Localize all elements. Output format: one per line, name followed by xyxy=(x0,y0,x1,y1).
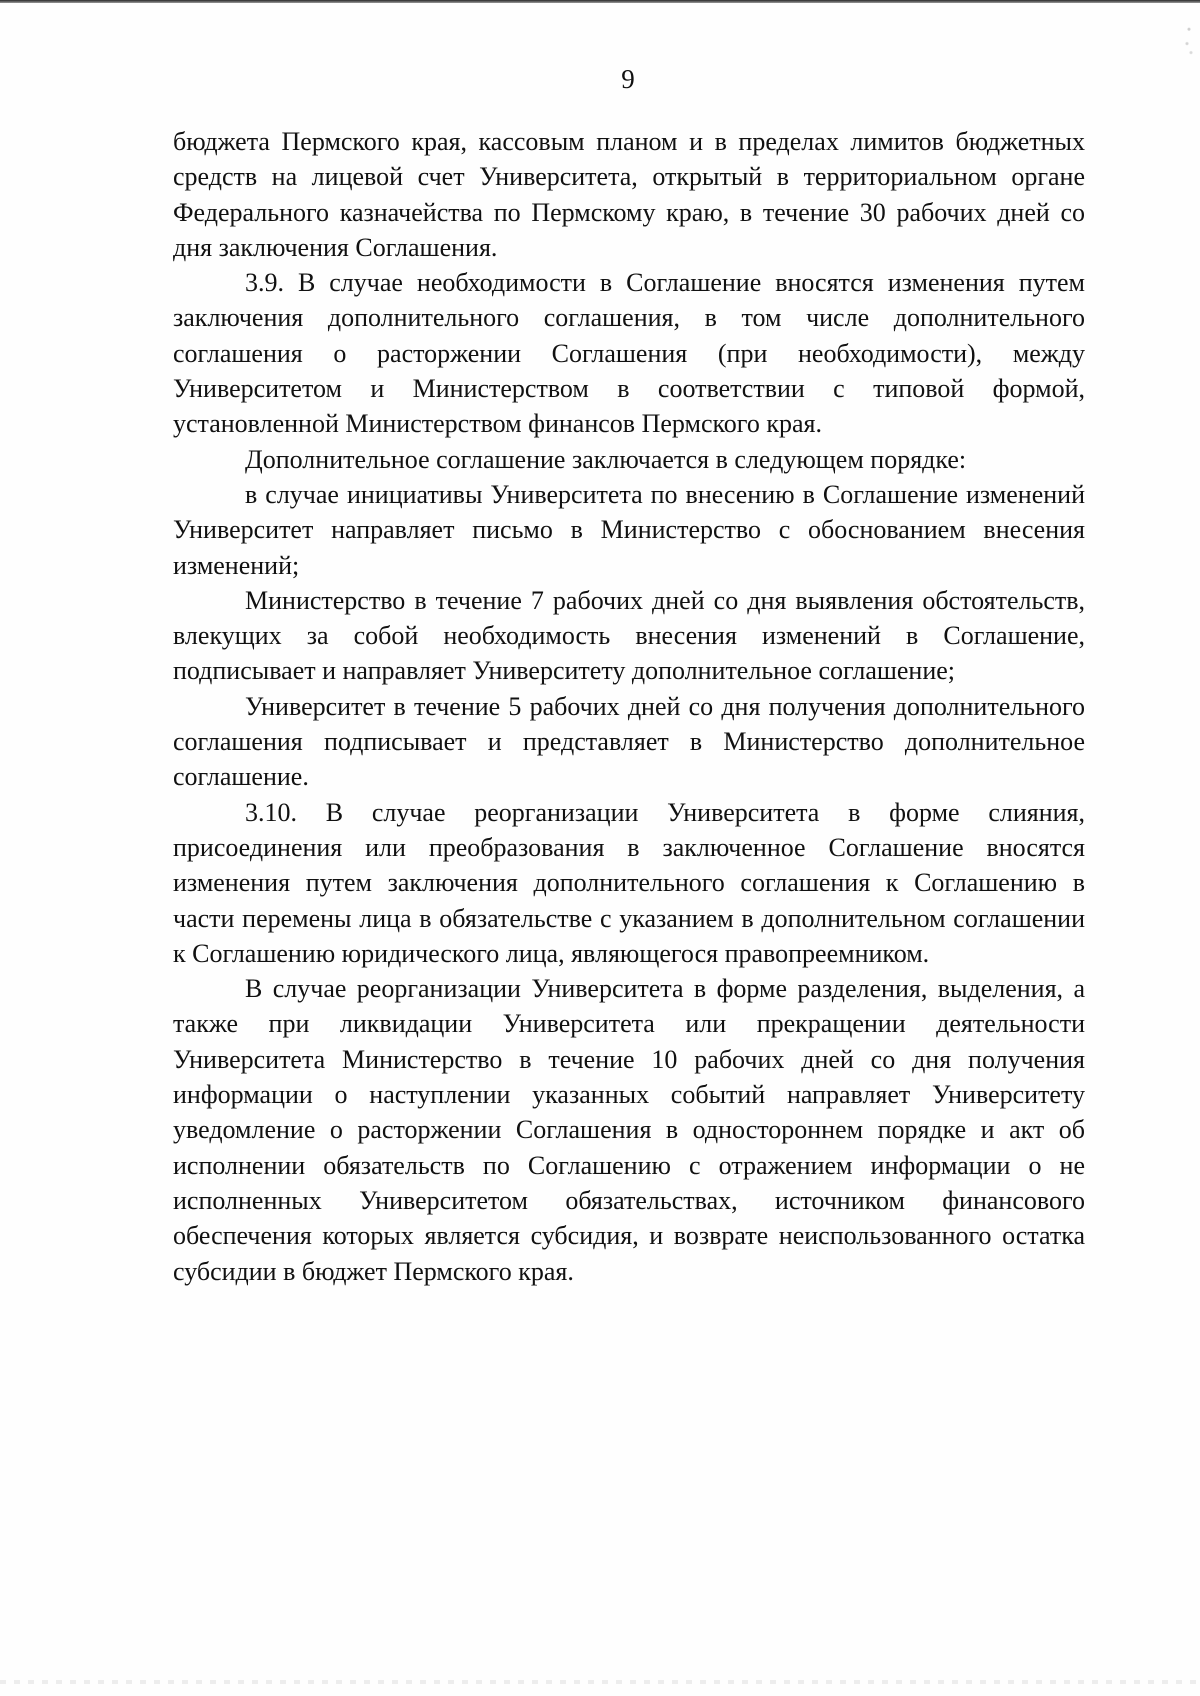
paragraph-reorganization-termination: В случае реорганизации Университета в форме разделения, выделения, а также при ликвидации Университета или прекращении деятельности Университета Министерство в течение 10 рабочих дней со дня получения информации о наступлении указанных событий направляет Университету уведомление о расторжении Соглашения в одностороннем порядке и акт об исполнении обязательств по Соглашению с отражением информации о не исполненных Университетом обязательствах, источником финансового обеспечения которых является субсидия, и возврате неиспользованного остатка субсидии в бюджет Пермского края. xyxy=(173,974,1085,1286)
paragraph-clause-3-10: 3.10. В случае реорганизации Университета в форме слияния, присоединения или преобразования в заключенное Соглашение вносятся изменения путем заключения дополнительного соглашения к Соглашению в части перемены лица в обязательстве с указанием в дополнительном соглашении к Соглашению юридического лица, являющегося правопреемником. xyxy=(173,797,1085,968)
page-number: 9 xyxy=(621,64,635,94)
document-body xyxy=(173,124,1085,1289)
paragraph-procedure-intro: Дополнительное соглашение заключается в следующем порядке: xyxy=(245,444,967,474)
scan-top-edge xyxy=(0,0,1200,3)
scan-artifact xyxy=(1184,22,1194,58)
paragraph-university-initiative: в случае инициативы Университета по внесению в Соглашение изменений Университет направляет письмо в Министерство с обоснованием внесения изменений; xyxy=(173,479,1085,580)
paragraph-ministry-action: Министерство в течение 7 рабочих дней со дня выявления обстоятельств, влекущих за собой необходимость внесения изменений в Соглашение, подписывает и направляет Университету дополнительное соглашение; xyxy=(173,585,1085,686)
scan-bottom-edge xyxy=(0,1680,1200,1684)
paragraph-continuation: бюджета Пермского края, кассовым планом и в пределах лимитов бюджетных средств на лицевой счет Университета, открытый в территориальном органе Федерального казначейства по Пермскому краю, в течение 30 рабочих дней со дня заключения Соглашения. xyxy=(173,127,1085,262)
paragraph-university-signing: Университет в течение 5 рабочих дней со дня получения дополнительного соглашения подписывает и представляет в Министерство дополнительное соглашение. xyxy=(173,691,1085,792)
paragraph-clause-3-9: 3.9. В случае необходимости в Соглашение вносятся изменения путем заключения дополнительного соглашения, в том числе дополнительного соглашения о расторжении Соглашения (при необходимости), между Университетом и Министерством в соответствии с типовой формой, установленной Министерством финансов Пермского края. xyxy=(173,268,1085,439)
